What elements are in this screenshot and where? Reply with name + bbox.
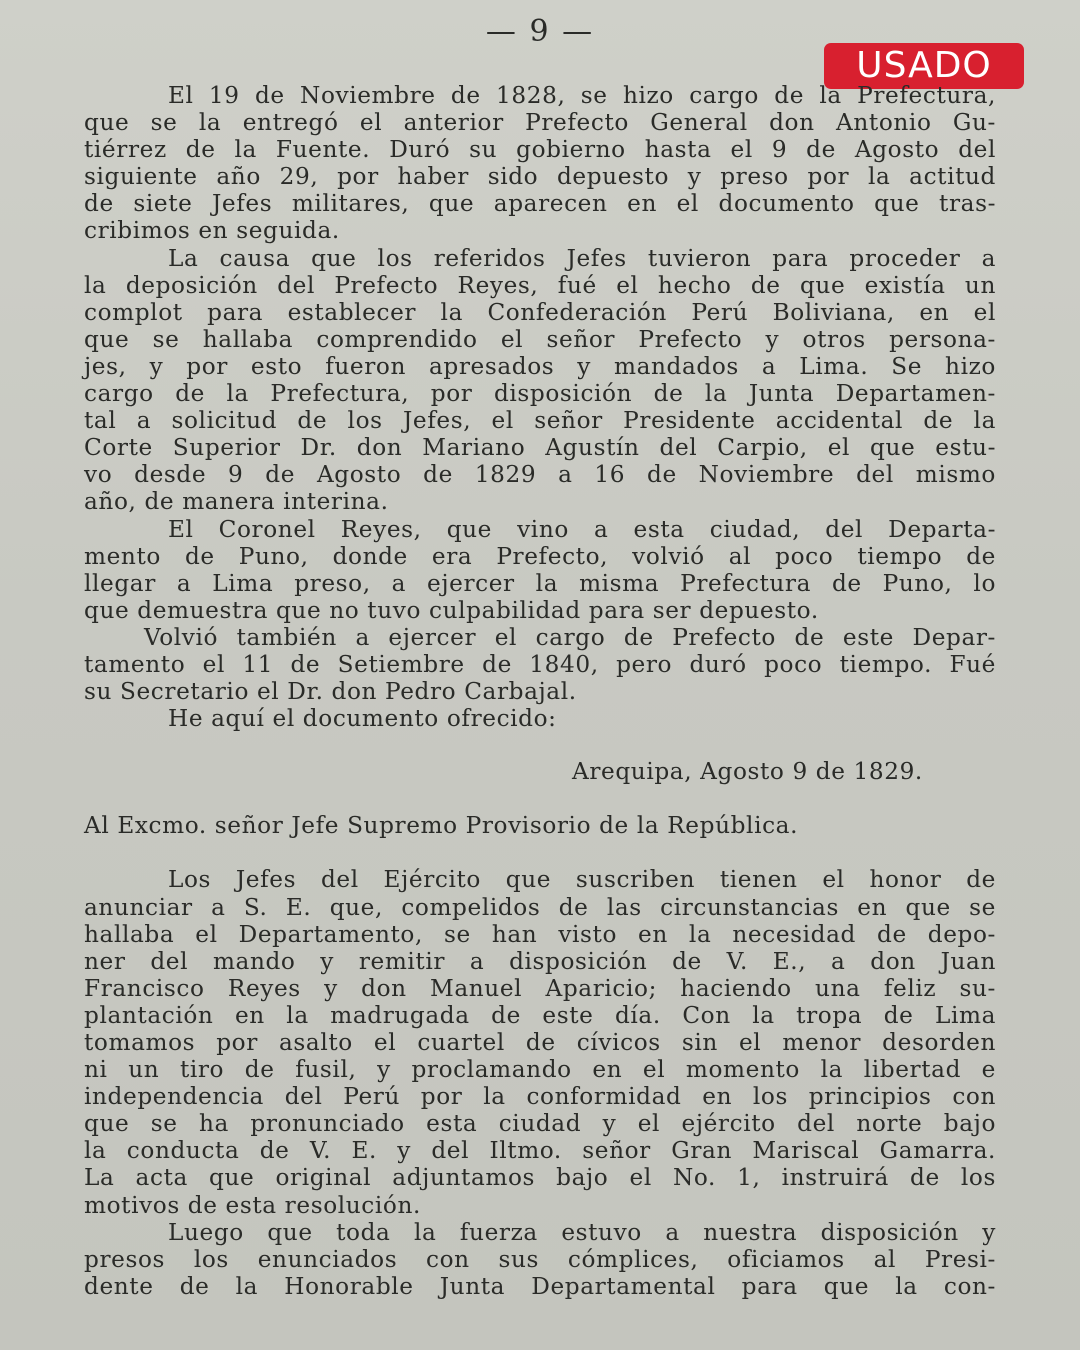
page-number: — 9 — xyxy=(485,14,595,49)
text-line: de siete Jefes militares, que aparecen en el documento que tras- xyxy=(84,190,996,218)
text-line: Corte Superior Dr. don Mariano Agustín del Carpio, el que estu- xyxy=(84,434,996,462)
paragraph xyxy=(84,705,996,732)
letter-place-date: Arequipa, Agosto 9 de 1829. xyxy=(572,758,923,786)
text-line: tamento el 11 de Setiembre de 1840, pero duró poco tiempo. Fué xyxy=(84,650,996,678)
text-line: He aquí el documento ofrecido: xyxy=(168,705,557,733)
body-text xyxy=(84,82,996,1300)
text-line: plantación en la madrugada de este día. Con la tropa de Lima xyxy=(84,1001,996,1029)
paragraph xyxy=(84,516,996,624)
text-line: vo desde 9 de Agosto de 1829 a 16 de Noviembre del mismo xyxy=(84,461,996,489)
text-line: La causa que los referidos Jefes tuvieron para proceder a xyxy=(168,244,996,272)
text-line: Luego que toda la fuerza estuvo a nuestra disposición y xyxy=(168,1218,996,1246)
text-line: siguiente año 29, por haber sido depuesto y preso por la actitud xyxy=(84,163,996,191)
used-badge: USADO xyxy=(824,43,1024,89)
text-line: la deposición del Prefecto Reyes, fué el hecho de que existía un xyxy=(84,271,996,299)
text-line: anunciar a S. E. que, compelidos de las circunstancias en que se xyxy=(84,893,996,921)
paragraph xyxy=(84,1219,996,1300)
text-line: su Secretario el Dr. don Pedro Carbajal. xyxy=(84,678,577,706)
text-line: independencia del Perú por la conformidad en los principios con xyxy=(84,1083,996,1111)
text-line: Francisco Reyes y don Manuel Aparicio; haciendo una feliz su- xyxy=(84,974,996,1002)
text-line: tomamos por asalto el cuartel de cívicos sin el menor desorden xyxy=(84,1029,996,1056)
text-line: motivos de esta resolución. xyxy=(84,1191,421,1219)
paragraph xyxy=(84,866,996,1218)
text-line: tiérrez de la Fuente. Duró su gobierno hasta el 9 de Agosto del xyxy=(84,136,996,164)
text-line: Volvió también a ejercer el cargo de Prefecto de este Depar- xyxy=(144,623,996,651)
text-line: que se ha pronunciado esta ciudad y el ejército del norte bajo xyxy=(84,1110,996,1138)
text-line: ni un tiro de fusil, y proclamando en el momento la libertad e xyxy=(84,1056,996,1084)
text-line: jes, y por esto fueron apresados y mandados a Lima. Se hizo xyxy=(84,352,996,380)
text-line: llegar a Lima preso, a ejercer la misma Prefectura de Puno, lo xyxy=(84,569,996,597)
intro-section xyxy=(84,82,996,732)
text-line: que se hallaba comprendido el señor Prefecto y otros persona- xyxy=(84,325,996,353)
text-line: que se la entregó el anterior Prefecto General don Antonio Gu- xyxy=(84,109,996,137)
text-line: mento de Puno, donde era Prefecto, volvió al poco tiempo de xyxy=(84,542,996,570)
text-line: año, de manera interina. xyxy=(84,488,389,516)
paragraph xyxy=(84,624,996,705)
text-line: cribimos en seguida. xyxy=(84,217,340,245)
text-line: Los Jefes del Ejército que suscriben tienen el honor de xyxy=(168,866,996,894)
text-line: la conducta de V. E. y del Iltmo. señor Gran Mariscal Gamarra. xyxy=(84,1137,996,1165)
text-line: que demuestra que no tuvo culpabilidad para ser depuesto. xyxy=(84,596,819,624)
text-line: dente de la Honorable Junta Departamental para que la con- xyxy=(84,1272,996,1300)
text-line: El 19 de Noviembre de 1828, se hizo cargo de la Prefectura, xyxy=(168,82,996,109)
text-line: hallaba el Departamento, se han visto en la necesidad de depo- xyxy=(84,920,996,948)
text-line: La acta que original adjuntamos bajo el No. 1, instruirá de los xyxy=(84,1164,996,1192)
text-line: complot para establecer la Confederación Perú Boliviana, en el xyxy=(84,298,996,326)
text-line: ner del mando y remitir a disposición de V. E., a don Juan xyxy=(84,947,996,975)
text-line: presos los enunciados con sus cómplices, oficiamos al Presi- xyxy=(84,1245,996,1273)
letter-body xyxy=(84,866,996,1300)
letter-salutation: Al Excmo. señor Jefe Supremo Provisorio de la República. xyxy=(84,812,799,840)
text-line: cargo de la Prefectura, por disposición de la Junta Departamen- xyxy=(84,380,996,408)
paragraph xyxy=(84,245,996,516)
text-line: tal a solicitud de los Jefes, el señor Presidente accidental de la xyxy=(84,407,996,435)
text-line: El Coronel Reyes, que vino a esta ciudad, del Departa- xyxy=(168,515,996,543)
paragraph xyxy=(84,82,996,245)
